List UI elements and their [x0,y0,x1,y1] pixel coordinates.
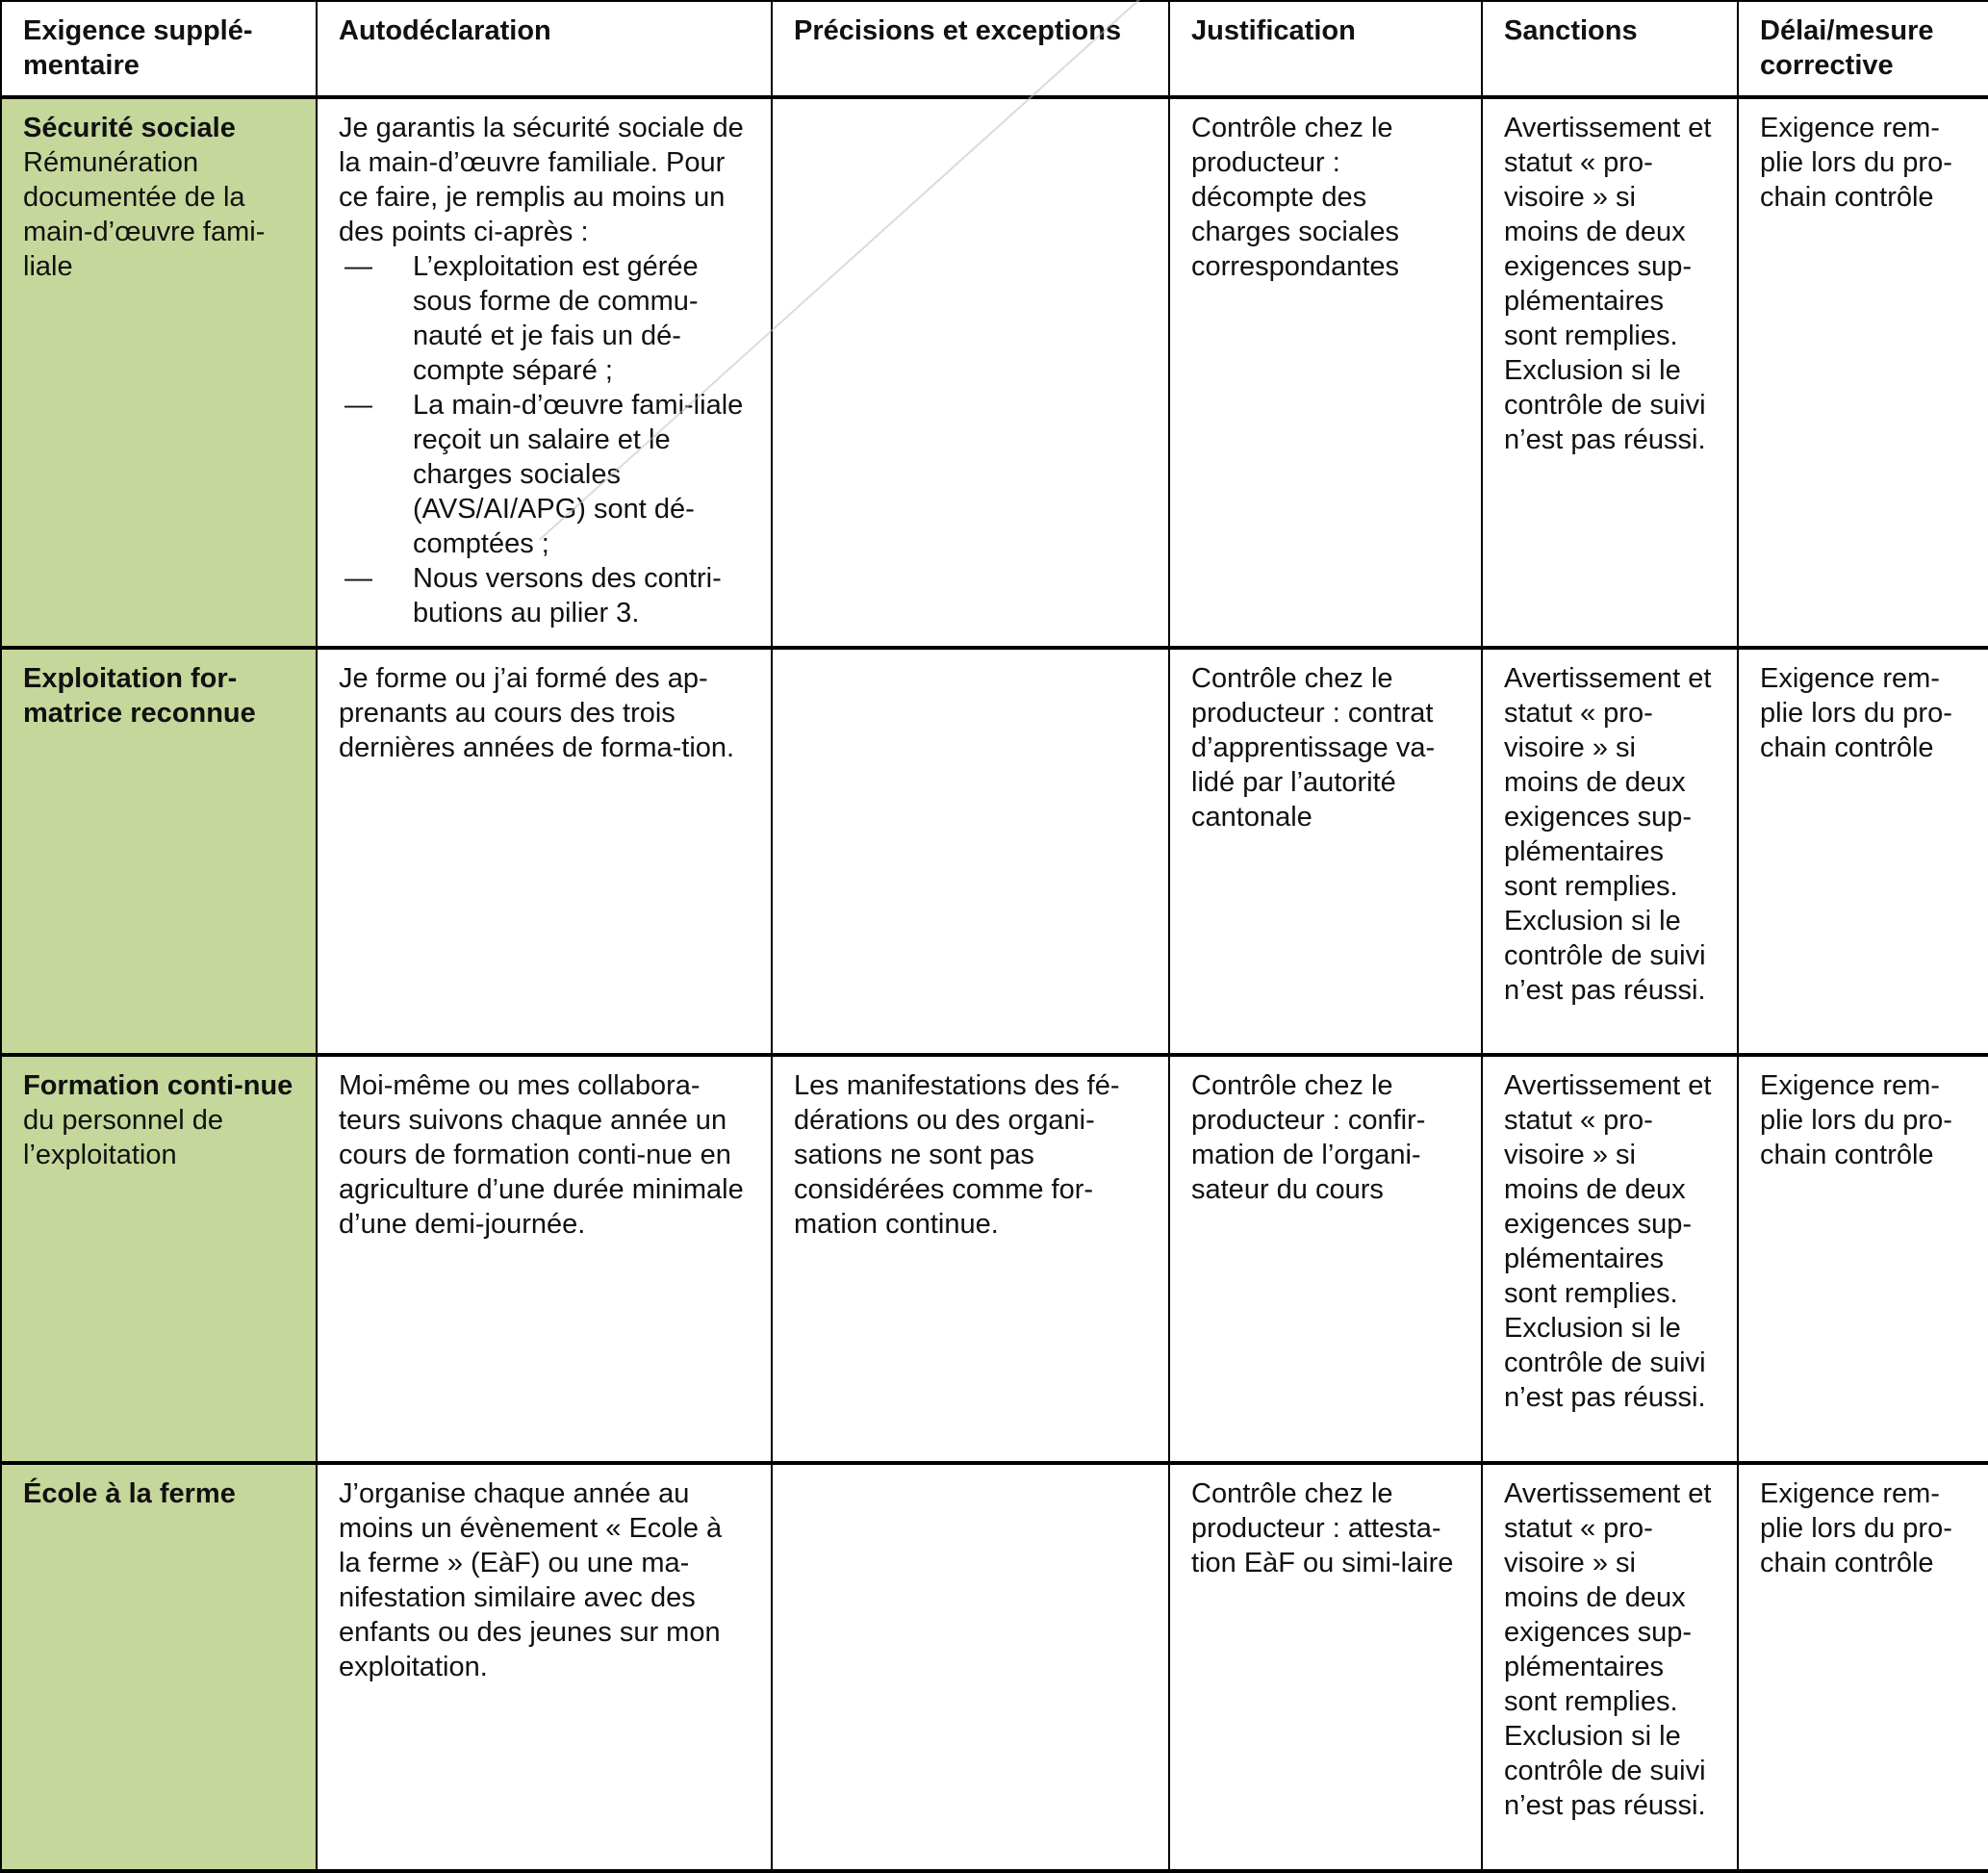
header-row [1,1,1988,97]
dash-bullet: — [344,390,372,421]
table-row [1,1463,1988,1871]
header-sanctions: Sanctions [1482,1,1738,97]
table-row [1,1055,1988,1463]
justification-cell: Contrôle chez le producteur : décompte des charges sociales correspondantes [1169,97,1482,648]
precisions-cell [772,1463,1169,1871]
delai-cell: Exigence rem-plie lors du pro-chain contrôle [1738,1055,1988,1463]
table-row [1,648,1988,1055]
sanctions-cell: Avertissement et statut « pro-visoire » si moins de deux exigences sup-plémentaires sont remplies. Exclusion si le contrôle de suivi n’est pas réussi. [1482,648,1738,1055]
justification-cell: Contrôle chez le producteur : contrat d’apprentissage va-lidé par l’autorité cantonale [1169,648,1482,1055]
header-precisions: Précisions et exceptions [772,1,1169,97]
list-item-text: Nous versons des contri-butions au pilier 3. [413,563,722,629]
sanctions-cell: Avertissement et statut « pro-visoire » si moins de deux exigences sup-plémentaires sont remplies. Exclusion si le contrôle de suivi n’est pas réussi. [1482,1463,1738,1871]
list-item-text: L’exploitation est gérée sous forme de commu-nauté et je fais un dé-compte séparé ; [413,251,699,386]
justification-cell: Contrôle chez le producteur : attesta-tion EàF ou simi-laire [1169,1463,1482,1871]
autodeclaration-cell [317,97,772,648]
list-item [339,561,750,630]
autodeclaration-intro: Je garantis la sécurité sociale de la main-d’œuvre familiale. Pour ce faire, je remplis au moins un des points ci-après : [339,113,744,247]
autodeclaration-cell: Je forme ou j’ai formé des ap-prenants au cours des trois dernières années de forma-tion. [317,648,772,1055]
requirement-title: Exploitation for-matrice reconnue [23,663,256,729]
justification-cell: Contrôle chez le producteur : confir-mation de l’organi-sateur du cours [1169,1055,1482,1463]
delai-cell: Exigence rem-plie lors du pro-chain contrôle [1738,1463,1988,1871]
requirement-cell [1,1055,317,1463]
sanctions-cell: Avertissement et statut « pro-visoire » si moins de deux exigences sup-plémentaires sont remplies. Exclusion si le contrôle de suivi n’est pas réussi. [1482,1055,1738,1463]
header-delai: Délai/mesure corrective [1738,1,1988,97]
precisions-cell [772,97,1169,648]
autodeclaration-cell: J’organise chaque année au moins un évènement « Ecole à la ferme » (EàF) ou une ma-nifestation similaire avec des enfants ou des jeunes sur mon exploitation. [317,1463,772,1871]
requirement-title: École à la ferme [23,1478,236,1509]
table-row [1,97,1988,648]
delai-cell: Exigence rem-plie lors du pro-chain contrôle [1738,648,1988,1055]
requirement-title: Sécurité sociale [23,113,236,143]
header-exigence: Exigence supplé-mentaire [1,1,317,97]
list-item-text: La main-d’œuvre fami-liale reçoit un salaire et le charges sociales (AVS/AI/APG) sont dé-comptées ; [413,390,744,559]
requirement-cell [1,97,317,648]
dash-bullet: — [344,563,372,594]
list-item [339,388,750,561]
list-item [339,249,750,388]
requirement-cell [1,648,317,1055]
sanctions-cell: Avertissement et statut « pro-visoire » si moins de deux exigences sup-plémentaires sont remplies. Exclusion si le contrôle de suivi n’est pas réussi. [1482,97,1738,648]
requirement-cell [1,1463,317,1871]
delai-cell: Exigence rem-plie lors du pro-chain contrôle [1738,97,1988,648]
dash-bullet: — [344,251,372,282]
autodeclaration-cell: Moi-même ou mes collabora-teurs suivons chaque année un cours de formation conti-nue en agriculture d’une durée minimale d’une demi-journée. [317,1055,772,1463]
header-autodeclaration: Autodéclaration [317,1,772,97]
requirement-detail: Rémunération documentée de la main-d’œuvre fami-liale [23,147,266,282]
requirement-title: Formation conti-nue [23,1070,293,1101]
precisions-cell [772,648,1169,1055]
header-justification: Justification [1169,1,1482,97]
requirement-detail: du personnel de l’exploitation [23,1105,223,1170]
precisions-cell: Les manifestations des fé-dérations ou des organi-sations ne sont pas considérées comme for-mation continue. [772,1055,1169,1463]
